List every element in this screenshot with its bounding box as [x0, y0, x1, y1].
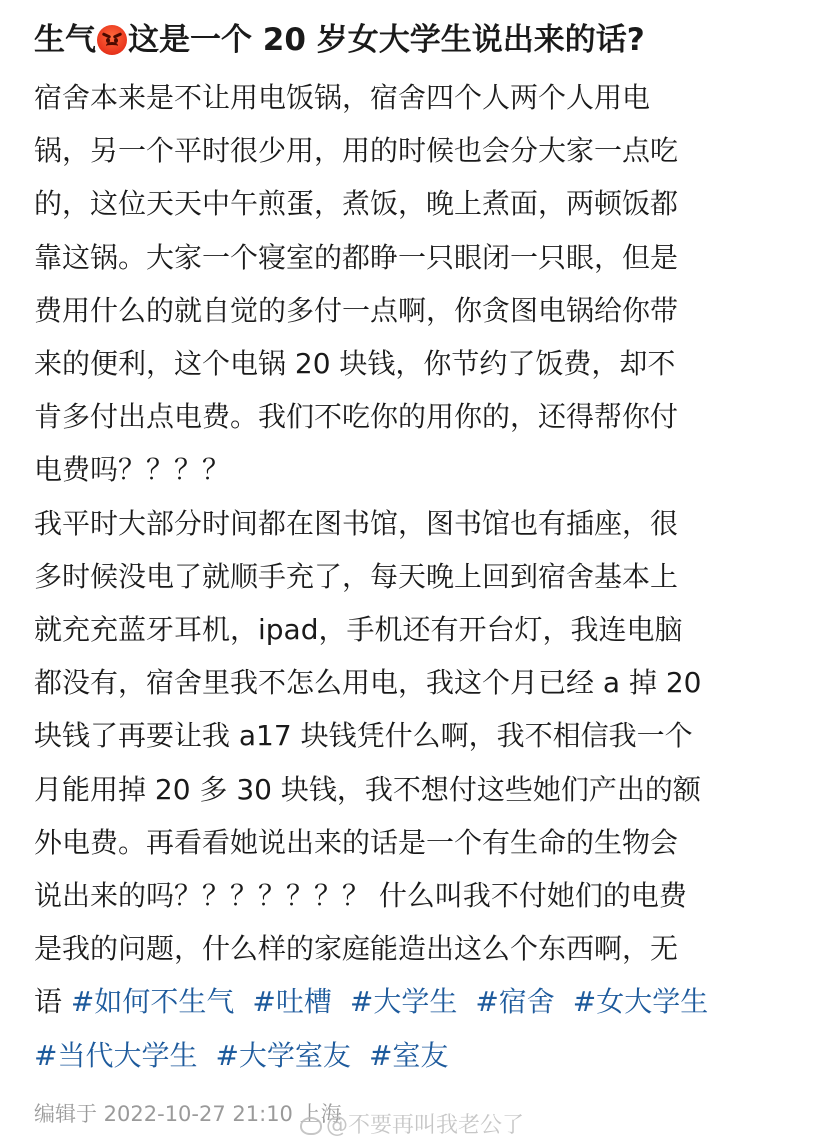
title-text-before: 生气: [34, 22, 96, 58]
body-line: 外电费。再看看她说出来的话是一个有生命的生物会: [34, 825, 679, 859]
body-line: 电费吗？？？？: [34, 453, 231, 487]
body-line: 块钱了再要让我 a17 块钱凭什么啊，我不相信我一个: [34, 719, 693, 753]
body-line: 都没有，宿舍里我不怎么用电，我这个月已经 a 掉 20: [34, 666, 702, 700]
body-line: 我平时大部分时间都在图书馆，图书馆也有插座，很: [34, 506, 679, 540]
body-line: 宿舍本来是不让用电饭锅，宿舍四个人两个人用电: [34, 81, 651, 114]
post-title: [34, 12, 804, 68]
hashtag-college-student[interactable]: #大学生: [349, 985, 458, 1019]
body-line: 费用什么的就自觉的多付一点啊，你贪图电锅给你带: [34, 293, 679, 327]
body-line: 是我的问题，什么样的家庭能造出这么个东西啊，无: [34, 932, 679, 966]
body-line: 说出来的吗？？？？？？？ 什么叫我不付她们的电费: [34, 879, 687, 913]
body-line: 锅，另一个平时很少用，用的时候也会分大家一点吃: [34, 134, 679, 168]
body-line: 就充充蓝牙耳机，ipad，手机还有开台灯，我连电脑: [34, 613, 683, 647]
body-text-last: 语: [34, 985, 63, 1019]
hashtag-contemporary-college-student[interactable]: #当代大学生: [34, 1038, 198, 1072]
hashtag-roommate[interactable]: #室友: [368, 1038, 449, 1072]
body-line: 多时候没电了就顺手充了，每天晚上回到宿舍基本上: [34, 559, 679, 593]
hashtag-complain[interactable]: #吐槽: [252, 985, 332, 1019]
weibo-logo-icon: [300, 1117, 322, 1135]
hashtag-how-not-angry[interactable]: #如何不生气: [70, 985, 235, 1019]
body-line: 靠这锅。大家一个寝室的都睁一只眼闭一只眼，但是: [34, 240, 679, 274]
hashtag-college-roommate[interactable]: #大学室友: [215, 1038, 351, 1072]
weibo-post: [34, 12, 804, 1082]
post-body: [34, 71, 804, 1082]
body-line: 的，这位天天中午煎蛋，煮饭，晚上煮面，两顿饭都: [34, 187, 679, 221]
watermark-text: @不要再叫我老公了: [326, 1113, 525, 1138]
watermark: [300, 1108, 524, 1139]
hashtag-dorm[interactable]: #宿舍: [475, 985, 555, 1019]
hashtag-line-1: [34, 975, 804, 1028]
body-line: 月能用掉 20 多 30 块钱，我不想付这些她们产出的额: [34, 772, 701, 806]
hashtag-female-college-student[interactable]: #女大学生: [572, 985, 709, 1019]
body-line: 来的便利，这个电锅 20 块钱，你节约了饭费，却不: [34, 347, 676, 381]
title-text-after: 这是一个 20 岁女大学生说出来的话?: [128, 22, 645, 58]
hashtag-line-2: [34, 1029, 804, 1082]
angry-face-icon: [97, 25, 127, 55]
body-line: 肯多付出点电费。我们不吃你的用你的，还得帮你付: [34, 400, 679, 434]
edit-info: 编辑于 2022-10-27 21:10 上海: [34, 1102, 342, 1126]
